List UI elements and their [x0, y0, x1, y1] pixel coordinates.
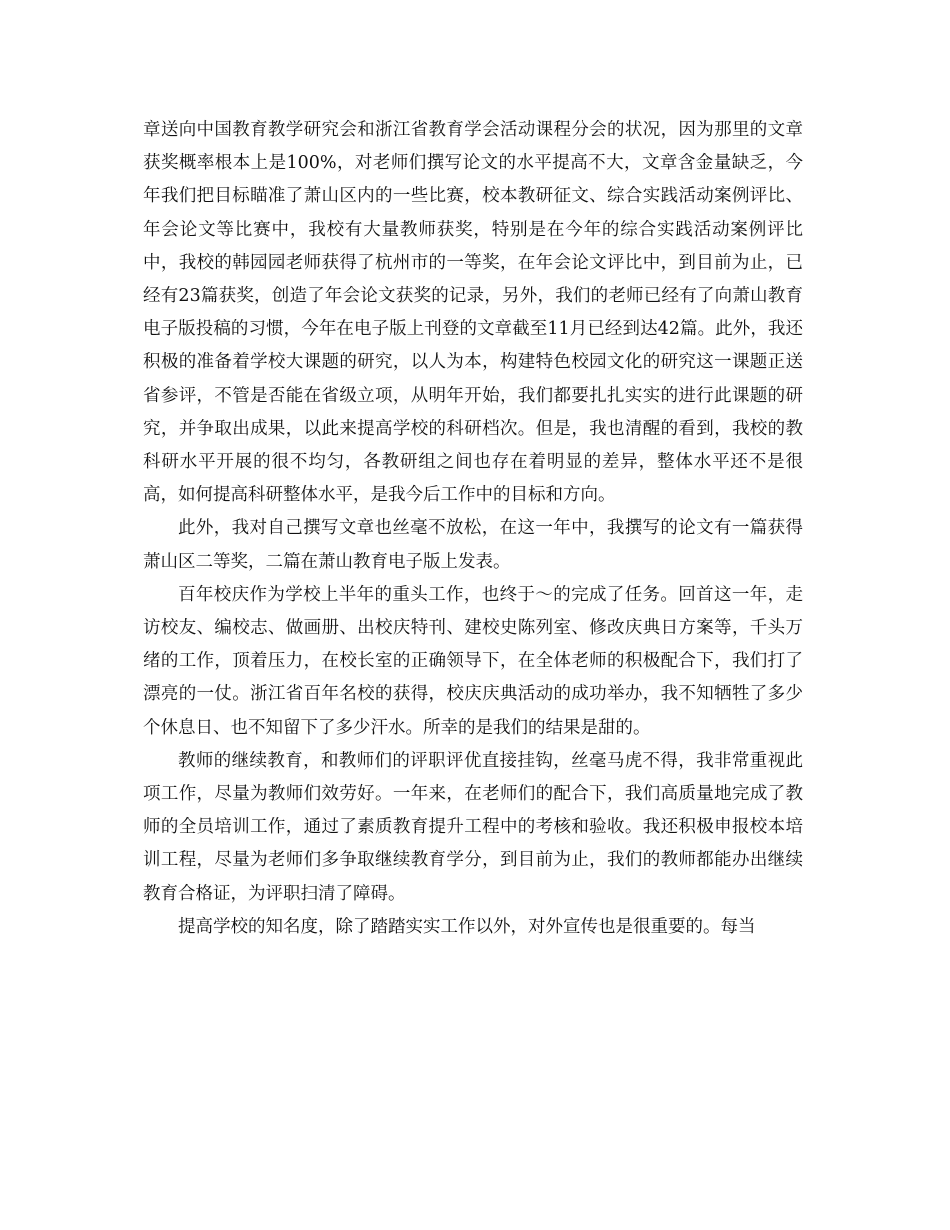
paragraph-line: 始，我们都要扎扎实实的进行此课题的研究，并争取出成果，以此来提高学校的 [143, 385, 804, 439]
paragraph-line: 老师已经有了向萧山教育电子版投稿的习惯，今年在电子版上刊登的文章截至11 [143, 286, 803, 340]
paragraph-line: 等，千头万绪的工作，顶着压力，在校长室的正确领导下，在全体老师的积极配 [143, 618, 803, 672]
paragraph-line: 获得萧山区二等奖，二篇在萧山教育电子版上发表。 [143, 518, 804, 572]
paragraph-line: 特色校园文化的研究这一课题正送省参评，不管是否能在省级立项，从明年开 [143, 352, 804, 406]
paragraph-line: 视此项工作，尽量为教师们效劳好。一年来，在老师们的配合下，我们高质量地 [143, 750, 804, 805]
paragraph-3 [143, 579, 803, 745]
paragraph-line: 中，到目前为止，已经有23篇获奖，创造了年会论文获奖的记录，另外，我们的 [143, 252, 804, 307]
paragraph-line: 提高学校的知名度，除了踏踏实实工作以外，对外宣传也是很重要的。每当 [178, 916, 756, 937]
paragraph-line: 此外，我对自己撰写文章也丝毫不放松，在这一年中，我撰写的论文有一篇 [178, 518, 768, 539]
paragraph-line: 动案例评比、年会论文等比赛中，我校有大量教师获奖，特别是在今年的综合实 [143, 186, 804, 240]
paragraph-line: 月已经到达42篇。此外，我还积极的准备着学校大课题的研究，以人为本，构建 [143, 319, 803, 373]
paragraph-line: 组之间也存在着明显的差异，整体水平还不是很高，如何提高科研整体水平，是 [143, 452, 804, 506]
paragraph-line: 缺乏，今年我们把目标瞄准了萧山区内的一些比赛，校本教研征文、综合实践活 [143, 153, 804, 207]
paragraph-line: 践活动案例评比中，我校的韩园园老师获得了杭州市的一等奖，在年会论文评比 [143, 219, 804, 273]
paragraph-line: 完成了教师的全员培训工作，通过了素质教育提升工程中的考核和验收。我还积 [143, 784, 804, 838]
paragraph-line: 百年校庆作为学校上半年的重头工作，也终于～的完成了任务。回首这一 [178, 584, 750, 605]
paragraph-line: 文章获奖概率根本上是100%，对老师们撰写论文的水平提高不大，文章含金量 [143, 120, 804, 174]
paragraph-line: 科研档次。但是，我也清醒的看到，我校的教科研水平开展的很不均匀，各教研 [143, 418, 804, 473]
paragraph-line: 年，走访校友、编校志、做画册、出校庆特刊、建校史陈列室、修改庆典日方案 [143, 584, 804, 639]
paragraph-1 [143, 114, 803, 512]
document-body [143, 114, 803, 944]
paragraph-line: 我今后工作中的目标和方向。 [388, 485, 616, 506]
paragraph-line: 是甜的。 [580, 717, 651, 738]
paragraph-2 [143, 512, 803, 578]
paragraph-line: 办，我不知牺牲了多少个休息日、也不知留下了多少汗水。所幸的是我们的结果 [143, 684, 803, 738]
paragraph-5 [143, 911, 803, 944]
paragraph-4 [143, 745, 803, 911]
paragraph-line: 教师都能办出继续教育合格证，为评职扫清了障碍。 [143, 850, 804, 904]
paragraph-line: 极申报校本培训工程，尽量为老师们多争取继续教育学分，到目前为止，我们的 [143, 817, 804, 871]
paragraph-line: 教师的继续教育，和教师们的评职评优直接挂钩，丝毫马虎不得，我非常重 [178, 750, 768, 771]
paragraph-line: 合下，我们打了漂亮的一仗。浙江省百年名校的获得，校庆庆典活动的成功举 [143, 651, 804, 705]
paragraph-line: 章送向中国教育教学研究会和浙江省教育学会活动课程分会的状况，因为那里的 [143, 120, 768, 140]
